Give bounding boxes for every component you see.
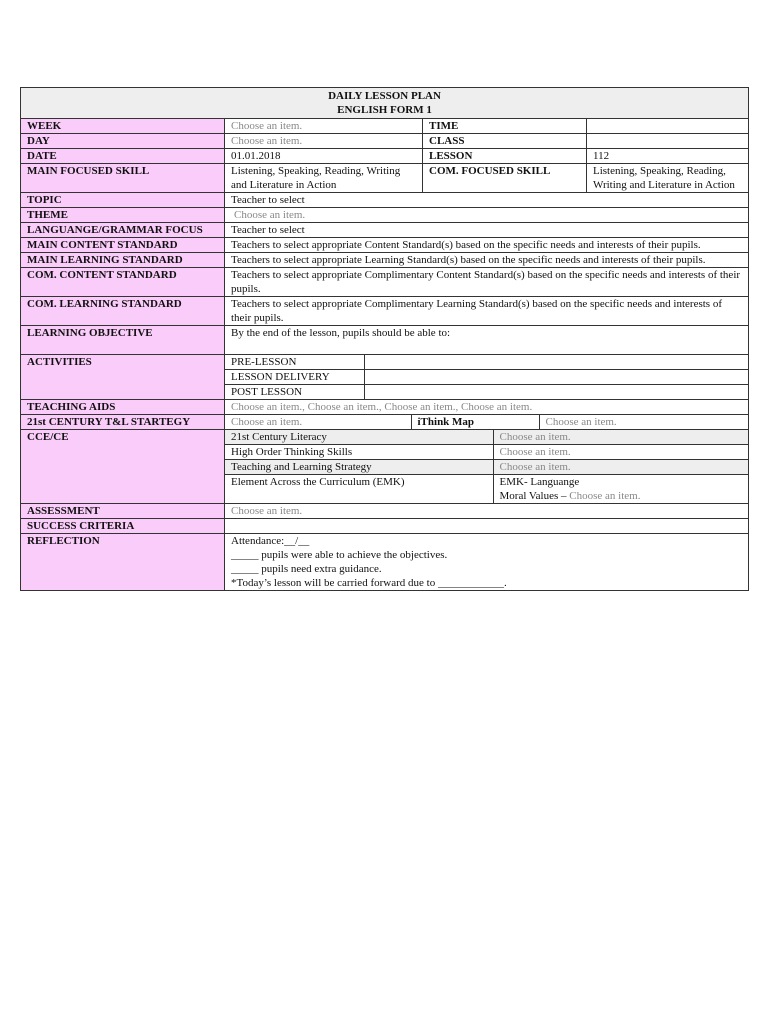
lesson-label: LESSON xyxy=(423,149,587,164)
strategy-label: 21st CENTURY T&L STARTEGY xyxy=(21,415,225,430)
plan-header xyxy=(21,88,749,119)
main-content-label: MAIN CONTENT STANDARD xyxy=(21,238,225,253)
activities-table xyxy=(225,355,748,399)
pre-lesson-label: PRE-LESSON xyxy=(225,355,364,370)
moral-values-label: Moral Values – xyxy=(499,490,570,502)
aids-label: TEACHING AIDS xyxy=(21,400,225,415)
week-select[interactable]: Choose an item. xyxy=(225,119,423,134)
lesson-delivery-value[interactable] xyxy=(364,370,748,385)
reflection-cell[interactable] xyxy=(225,534,749,591)
com-content-label: COM. CONTENT STANDARD xyxy=(21,268,225,297)
cce-cell xyxy=(225,430,749,504)
reflection-guidance: _____ pupils need extra guidance. xyxy=(231,563,382,575)
strategy-select[interactable]: Choose an item. xyxy=(231,416,303,428)
main-learning-value[interactable]: Teachers to select appropriate Learning Standard(s) based on the specific needs and interests of their pupils. xyxy=(225,253,749,268)
assessment-label: ASSESSMENT xyxy=(21,504,225,519)
lesson-plan-table xyxy=(20,87,749,591)
com-learning-value[interactable]: Teachers to select appropriate Complimentary Learning Standard(s) based on the specific needs and interests of their pupils. xyxy=(225,297,749,326)
success-value[interactable] xyxy=(225,519,749,534)
com-learning-label: COM. LEARNING STANDARD xyxy=(21,297,225,326)
lesson-delivery-label: LESSON DELIVERY xyxy=(225,370,364,385)
lesson-value[interactable]: 112 xyxy=(587,149,749,164)
time-value[interactable] xyxy=(587,119,749,134)
class-label: CLASS xyxy=(423,134,587,149)
com-content-value[interactable]: Teachers to select appropriate Complimentary Content Standard(s) based on the specific needs and interests of their pupils. xyxy=(225,268,749,297)
cce-item-hots: High Order Thinking Skills xyxy=(225,445,493,460)
ithink-select[interactable]: Choose an item. xyxy=(545,416,617,428)
class-value[interactable] xyxy=(587,134,749,149)
date-label: DATE xyxy=(21,149,225,164)
assessment-select[interactable]: Choose an item. xyxy=(225,504,749,519)
aids-select[interactable]: Choose an item., Choose an item., Choose an item., Choose an item. xyxy=(225,400,749,415)
cce-item-strategy: Teaching and Learning Strategy xyxy=(225,460,493,475)
date-value[interactable]: 01.01.2018 xyxy=(225,149,423,164)
activities-label: ACTIVITIES xyxy=(21,355,225,400)
grammar-value[interactable]: Teacher to select xyxy=(225,223,749,238)
main-skill-value[interactable]: Listening, Speaking, Reading, Writing and Literature in Action xyxy=(225,164,423,193)
day-label: DAY xyxy=(21,134,225,149)
cce-item-emk: Element Across the Curriculum (EMK) xyxy=(225,475,493,504)
cce-literacy-select[interactable]: Choose an item. xyxy=(493,430,748,445)
ithink-label: iThink Map xyxy=(411,415,539,429)
day-select[interactable]: Choose an item. xyxy=(225,134,423,149)
lesson-plan-sheet xyxy=(20,87,748,591)
activities-cell xyxy=(225,355,749,400)
reflection-label: REFLECTION xyxy=(21,534,225,591)
main-learning-label: MAIN LEARNING STANDARD xyxy=(21,253,225,268)
reflection-achieved: _____ pupils were able to achieve the objectives. xyxy=(231,549,448,561)
cce-hots-select[interactable]: Choose an item. xyxy=(493,445,748,460)
com-skill-value[interactable]: Listening, Speaking, Reading, Writing and Literature in Action xyxy=(587,164,749,193)
cce-strategy-select[interactable]: Choose an item. xyxy=(493,460,748,475)
emk-value[interactable]: EMK- Languange xyxy=(499,476,580,488)
objective-value[interactable]: By the end of the lesson, pupils should be able to: xyxy=(225,326,749,355)
success-label: SUCCESS CRITERIA xyxy=(21,519,225,534)
topic-value[interactable]: Teacher to select xyxy=(225,193,749,208)
cce-table xyxy=(225,430,748,503)
post-lesson-value[interactable] xyxy=(364,385,748,400)
main-content-value[interactable]: Teachers to select appropriate Content Standard(s) based on the specific needs and interests of their pupils. xyxy=(225,238,749,253)
objective-label: LEARNING OBJECTIVE xyxy=(21,326,225,355)
com-skill-label: COM. FOCUSED SKILL xyxy=(423,164,587,193)
reflection-attendance: Attendance:__/__ xyxy=(231,535,310,547)
plan-title: DAILY LESSON PLAN xyxy=(328,90,441,102)
time-label: TIME xyxy=(423,119,587,134)
strategy-cell xyxy=(225,415,749,430)
theme-label: THEME xyxy=(21,208,225,223)
theme-select[interactable]: Choose an item. xyxy=(225,208,749,223)
main-skill-label: MAIN FOCUSED SKILL xyxy=(21,164,225,193)
cce-item-literacy: 21st Century Literacy xyxy=(225,430,493,445)
moral-values-select[interactable]: Choose an item. xyxy=(569,490,641,502)
grammar-label: LANGUANGE/GRAMMAR FOCUS xyxy=(21,223,225,238)
week-label: WEEK xyxy=(21,119,225,134)
strategy-table xyxy=(225,415,748,429)
moral-values-row xyxy=(500,489,743,503)
pre-lesson-value[interactable] xyxy=(364,355,748,370)
plan-subtitle: ENGLISH FORM 1 xyxy=(337,104,432,116)
topic-label: TOPIC xyxy=(21,193,225,208)
cce-emk-cell xyxy=(493,475,748,504)
reflection-carried-forward: *Today’s lesson will be carried forward due to ____________. xyxy=(231,577,507,589)
post-lesson-label: POST LESSON xyxy=(225,385,364,400)
cce-label: CCE/CE xyxy=(21,430,225,504)
